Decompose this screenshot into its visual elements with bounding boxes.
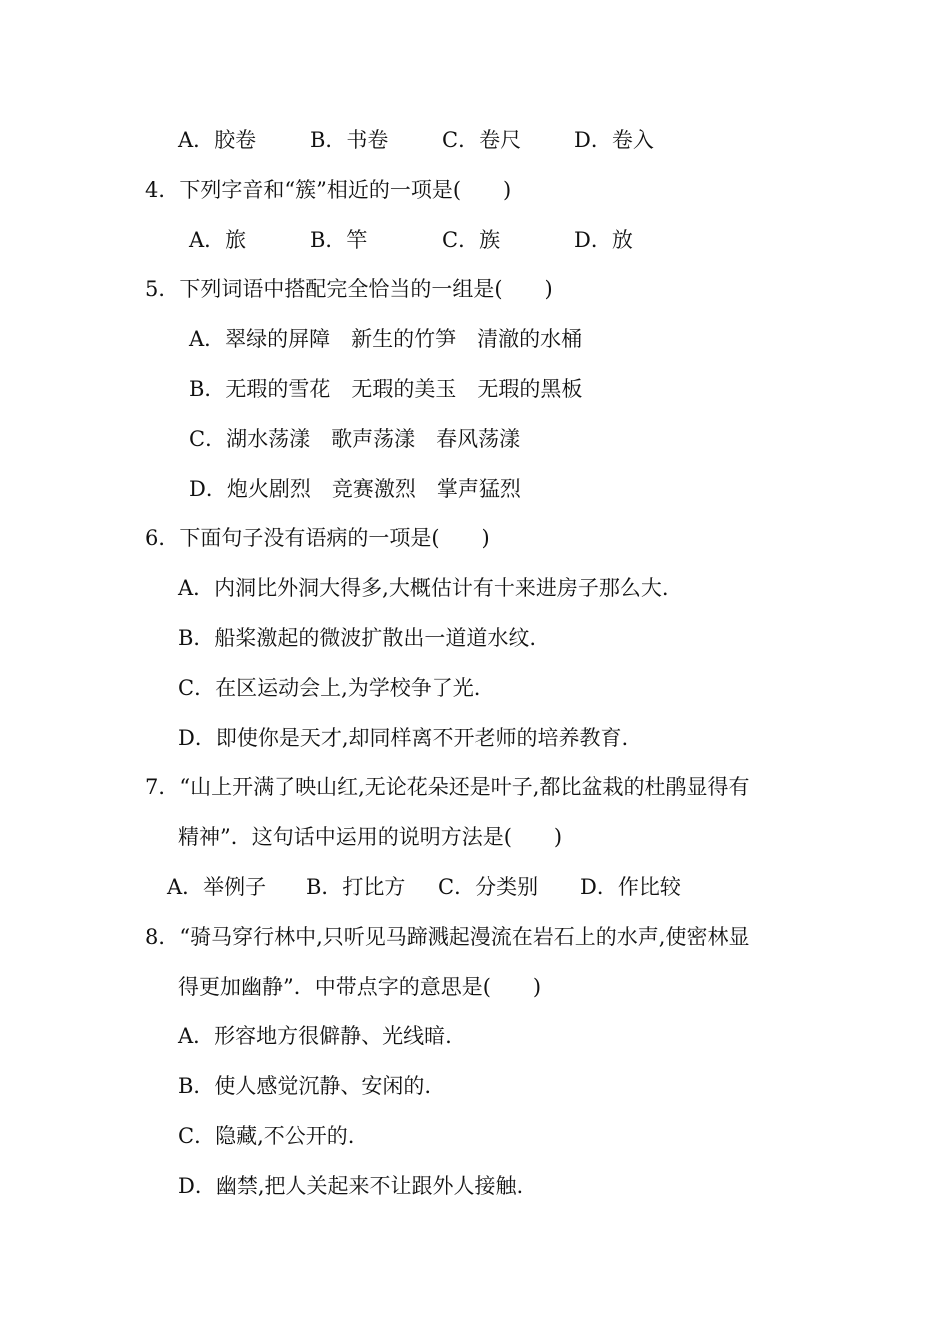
q6-option-d: D．即使你是天才,却同样离不开老师的培养教育. (178, 726, 629, 750)
q3-option-c: C．卷尺 (442, 128, 522, 152)
q6-option-b: B．船桨激起的微波扩散出一道道水纹. (178, 626, 537, 650)
q4-option-b: B．竿 (310, 228, 368, 252)
q5-option-d: D．炮火剧烈 竞赛激烈 掌声猛烈 (189, 477, 521, 501)
q8-option-a: A．形容地方很僻静、光线暗. (178, 1024, 452, 1048)
q5-option-c: C．湖水荡漾 歌声荡漾 春风荡漾 (189, 427, 521, 451)
q5-option-a: A．翠绿的屏障 新生的竹笋 清澈的水桶 (189, 327, 583, 351)
q4-option-c: C．族 (442, 228, 501, 252)
q8-stem-line-1: 8．“骑马穿行林中,只听见马蹄溅起漫流在岩石上的水声,使密林显 (145, 925, 750, 949)
q4-option-d: D．放 (574, 228, 633, 252)
q4-stem: 4．下列字音和“簇”相近的一项是( ) (145, 178, 512, 202)
q8-option-c: C．隐藏,不公开的. (178, 1124, 355, 1148)
q5-option-b: B．无瑕的雪花 无瑕的美玉 无瑕的黑板 (189, 377, 583, 401)
q8-option-d: D．幽禁,把人关起来不让跟外人接触. (178, 1174, 524, 1198)
q8-stem-line-2: 得更加幽静”．中带点字的意思是( ) (178, 975, 542, 999)
q6-stem: 6．下面句子没有语病的一项是( ) (145, 526, 490, 550)
q6-option-a: A．内洞比外洞大得多,大概估计有十来进房子那么大. (178, 576, 669, 600)
q7-option-b: B．打比方 (306, 875, 406, 899)
q4-option-a: A．旅 (189, 228, 247, 252)
q3-option-b: B．书卷 (310, 128, 389, 152)
q5-stem: 5．下列词语中搭配完全恰当的一组是( ) (145, 277, 553, 301)
q7-option-d: D．作比较 (580, 875, 681, 899)
q7-stem-line-2: 精神”．这句话中运用的说明方法是( ) (178, 825, 563, 849)
q3-option-d: D．卷入 (574, 128, 654, 152)
q7-stem-line-1: 7．“山上开满了映山红,无论花朵还是叶子,都比盆栽的杜鹃显得有 (145, 775, 750, 799)
q7-option-c: C．分类别 (438, 875, 539, 899)
q7-option-a: A．举例子 (167, 875, 267, 899)
q6-option-c: C．在区运动会上,为学校争了光. (178, 676, 481, 700)
q3-option-a: A．胶卷 (178, 128, 257, 152)
q8-option-b: B．使人感觉沉静、安闲的. (178, 1074, 432, 1098)
